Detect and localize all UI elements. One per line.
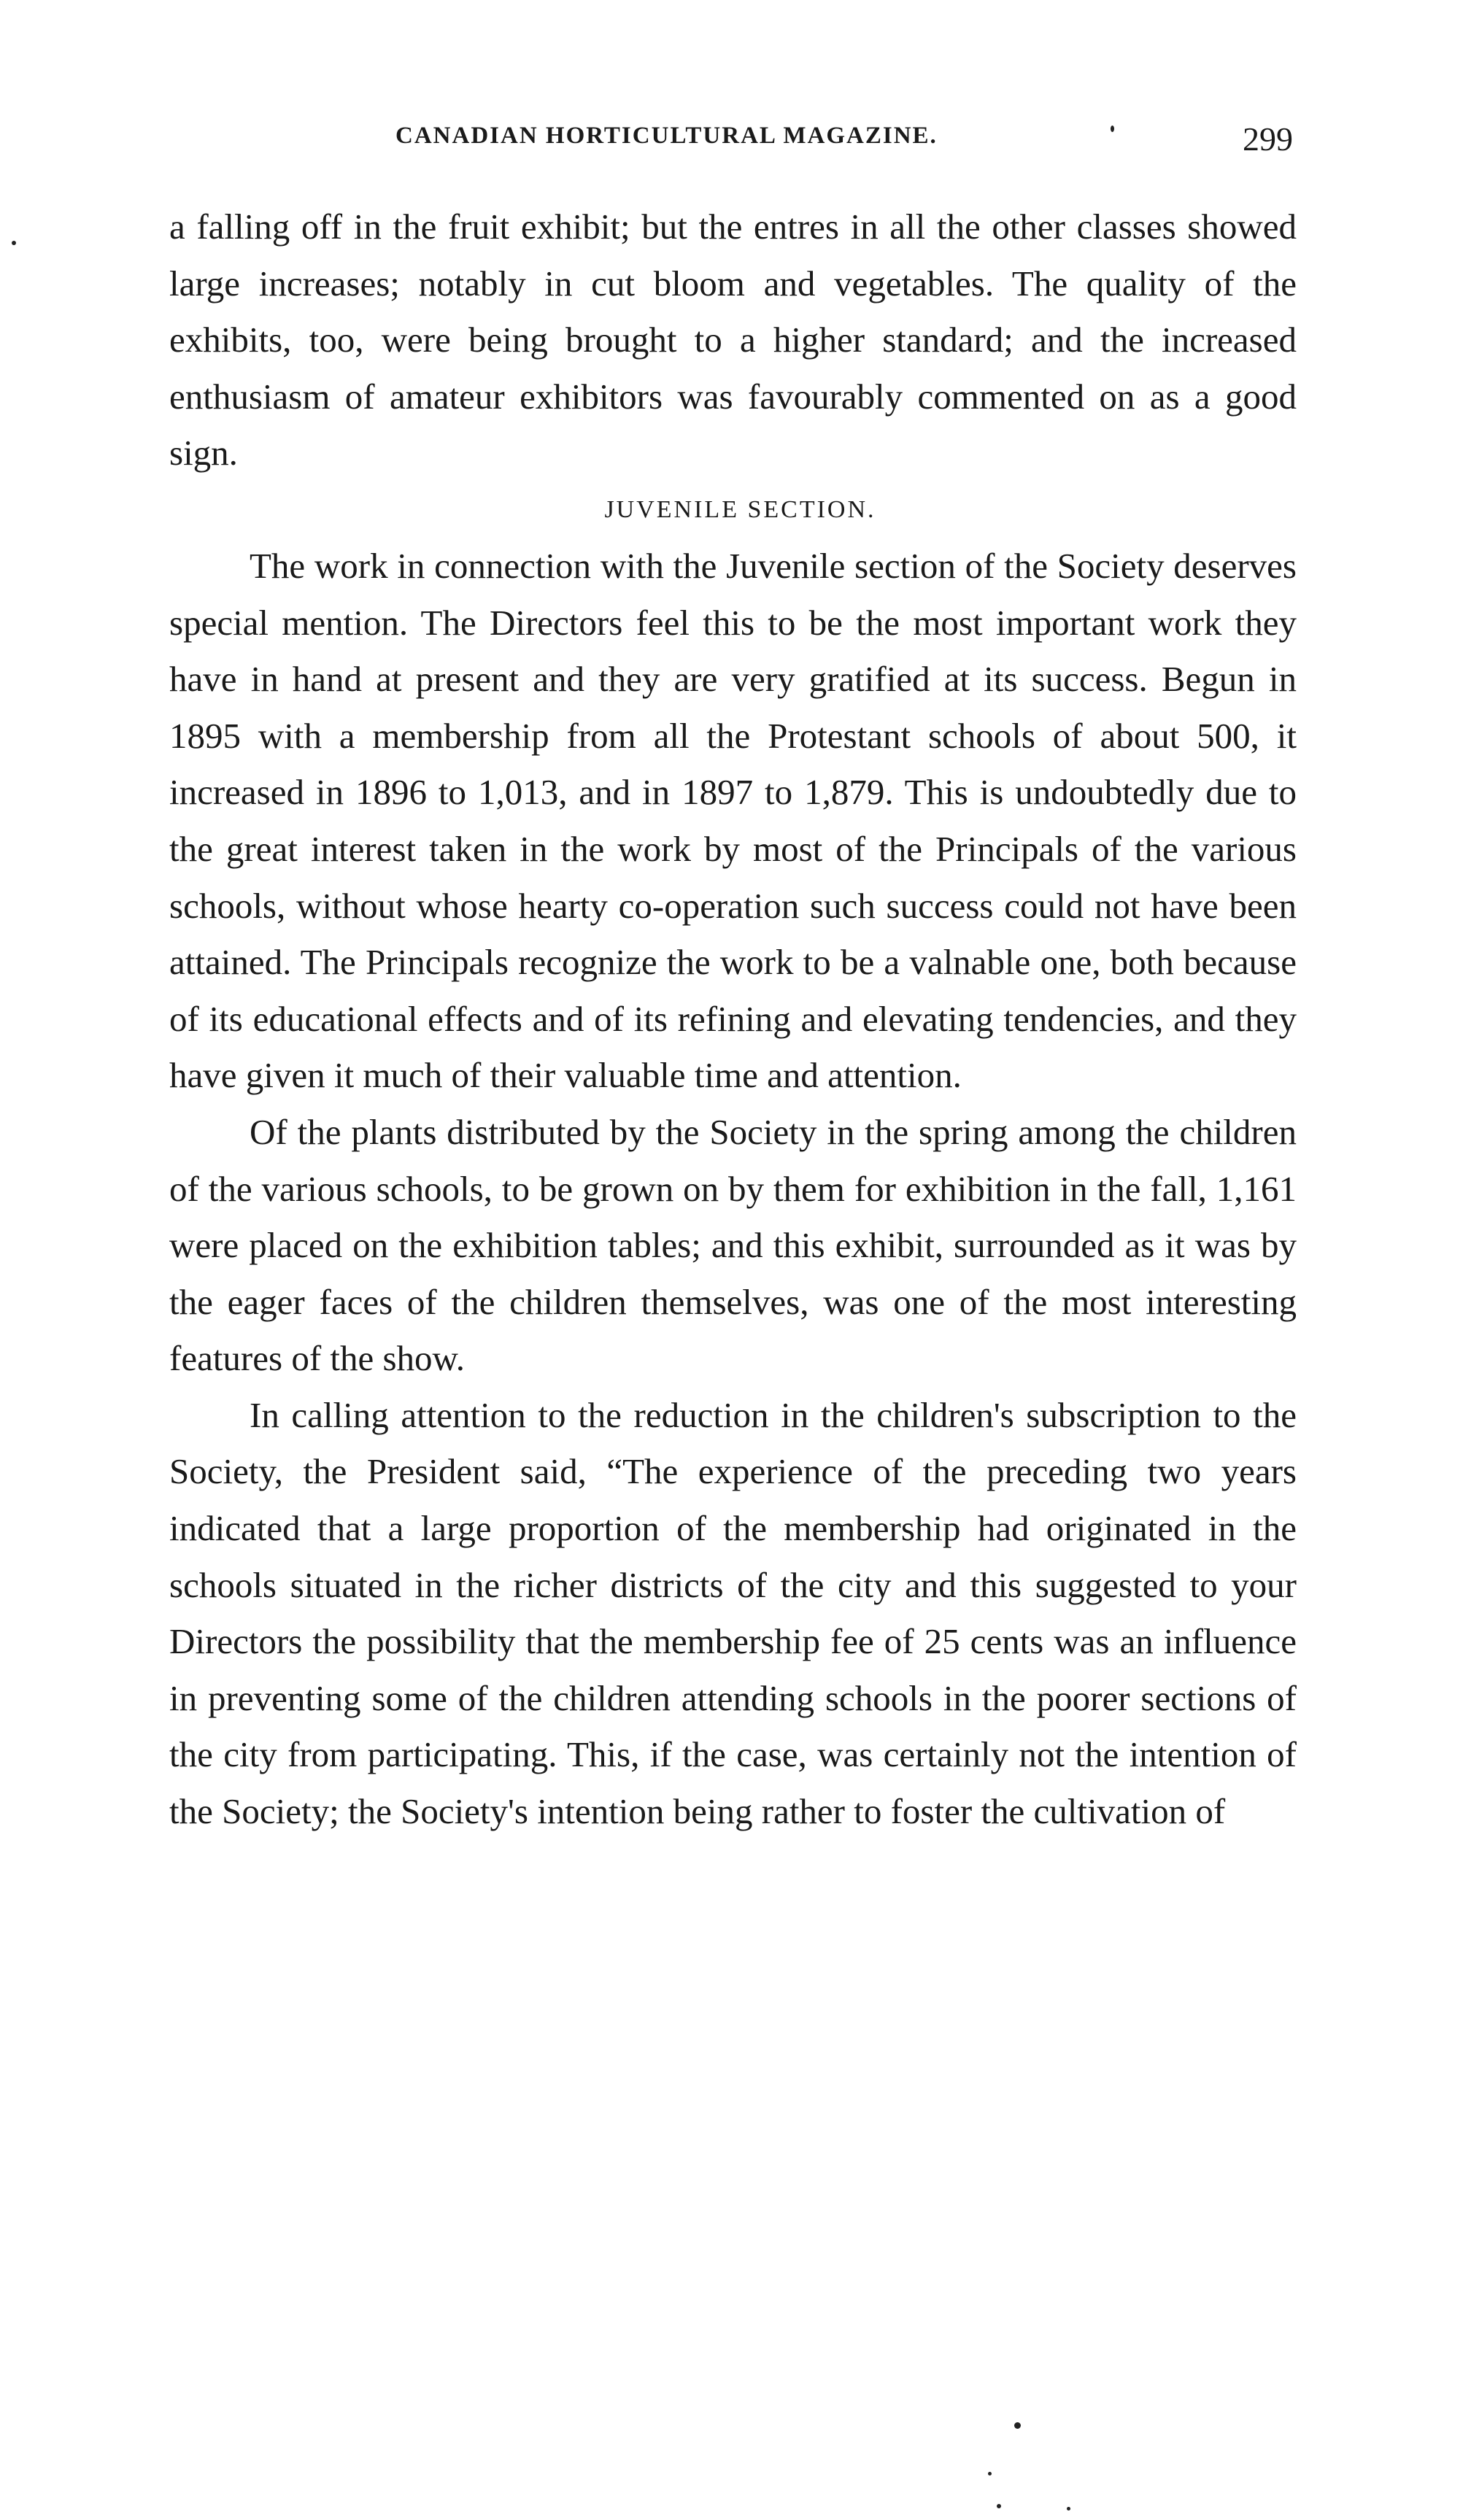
section-heading: JUVENILE SECTION.	[604, 495, 876, 523]
scan-speck	[12, 241, 16, 245]
scan-speck	[988, 2472, 992, 2475]
running-head	[169, 120, 1293, 166]
scan-speck	[1111, 125, 1114, 132]
body-text	[169, 198, 1297, 1840]
paragraph-2: The work in connection with the Juvenile section of the Society deserves special mention. The Directors feel this to be the most important work they have in hand at present and they are very gratified at its success. Begun in 1895 with a membership from all the Protestant schools of about 500, it increased in 1896 to 1,013, and in 1897 to 1,879. This is undoubtedly due to the great interest taken in the work by most of the Principals of the various schools, without whose hearty co-operation such success could not have been attained. The Principals recognize the work to be a valnable one, both because of its educational effects and of its refining and elevating tendencies, and they have given it much of their valuable time and attention.	[169, 545, 1297, 1096]
scan-speck	[1067, 2507, 1070, 2511]
scan-speck	[997, 2504, 1001, 2508]
paragraph-1: a falling off in the fruit exhibit; but the entres in all the other classes showed large increases; notably in cut bloom and vegetables. The quality of the exhibits, too, were being brought to a higher standard; and the increased enthusiasm of amateur exhibitors was favourably commented on as a good sign.	[169, 206, 1297, 474]
paragraph-3: Of the plants distributed by the Society in the spring among the children of the various schools, to be grown on by them for exhibition in the fall, 1,161 were placed on the exhibition tables; and this exhibit, surrounded as it was by the eager faces of the children themselves, was one of the most interesting features of the show.	[169, 1111, 1297, 1379]
scan-speck	[1014, 2422, 1021, 2429]
running-title: CANADIAN HORTICULTURAL MAGAZINE.	[395, 123, 938, 149]
page-number: 299	[1243, 120, 1293, 158]
paragraph-4: In calling attention to the reduction in the children's subscription to the Society, the President said, “The experience of the preceding two years indicated that a large proportion of the membership had originated in the schools situated in the richer districts of the city and this suggested to your Directors the possibility that the membership fee of 25 cents was an influence in preventing some of the children attending schools in the poorer sections of the city from participating. This, if the case, was certainly not the intention of the Society; the Society's intention being rather to foster the cultivation of	[169, 1394, 1297, 1832]
